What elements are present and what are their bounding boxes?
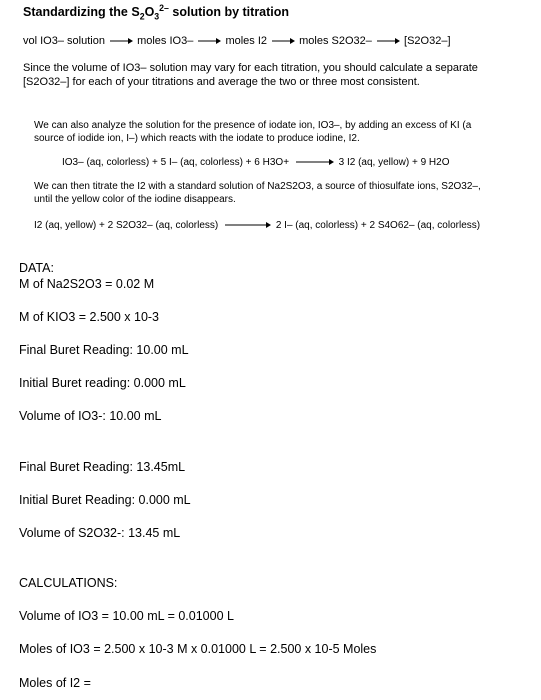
data-final-buret-2: Final Buret Reading: 13.45mL [19,460,186,474]
title-text-mid: O [144,5,155,19]
flow-step: [S2O32–] [404,35,451,47]
title-superscript: 2– [159,2,169,13]
data-volume-io3: Volume of IO3-: 10.00 mL [19,409,162,423]
equation-2 [34,220,480,231]
calculations-heading: CALCULATIONS: [19,576,118,590]
title-text-suffix: solution by titration [168,5,290,19]
equation-2-reactants: I2 (aq, yellow) + 2 S2O32– (aq, colorless) [34,220,219,231]
data-initial-buret-2: Initial Buret Reading: 0.000 mL [19,493,191,507]
data-m-na2s2o3: M of Na2S2O3 = 0.02 M [19,277,155,291]
data-m-kio3: M of KIO3 = 2.500 x 10-3 [19,310,160,324]
box-paragraph-2-line-1: We can then titrate the I2 with a standard solution of Na2S2O3, a source of thiosulfate ions, S2O32–, [34,181,481,192]
equation-1-reactants: IO3– (aq, colorless) + 5 I– (aq, colorless) + 6 H3O+ [62,157,290,168]
page-title [23,2,290,22]
equation-2-products: 2 I– (aq, colorless) + 2 S4O62– (aq, colorless) [275,220,481,231]
note-line-1: Since the volume of IO3– solution may vary for each titration, you should calculate a separate [23,62,478,74]
box-paragraph-1-line-1: We can also analyze the solution for the presence of iodate ion, IO3–, by adding an excess of KI (a [34,120,472,131]
data-final-buret-1: Final Buret Reading: 10.00 mL [19,343,189,357]
calc-volume-io3: Volume of IO3 = 10.00 mL = 0.01000 L [19,609,234,623]
flow-step: vol IO3– solution [23,35,105,47]
data-volume-s2o3: Volume of S2O32-: 13.45 mL [19,526,181,540]
conversion-flow [23,35,451,47]
title-subscript: 2 [139,11,145,22]
calc-moles-io3: Moles of IO3 = 2.500 x 10-3 M x 0.01000 L = 2.500 x 10-5 Moles [19,642,377,656]
flow-step: moles I2 [225,35,268,47]
arrow-right-icon [375,37,401,45]
data-initial-buret-1: Initial Buret reading: 0.000 mL [19,376,186,390]
equation-1-products: 3 I2 (aq, yellow) + 9 H2O [338,157,450,168]
note-line-2: [S2O32–] for each of your titrations and average the two or three most consistent. [23,76,420,88]
reaction-arrow-icon [221,221,273,229]
title-text: Standardizing the S [23,5,140,19]
arrow-right-icon [108,37,134,45]
arrow-right-icon [270,37,296,45]
reaction-arrow-icon [292,158,336,166]
box-paragraph-1-line-2: source of iodide ion, I–) which reacts with the iodate to produce iodine, I2. [34,133,360,144]
flow-step: moles S2O32– [299,35,372,47]
title-subscript-2: 3 [154,11,160,22]
flow-step: moles IO3– [137,35,194,47]
equation-1 [62,157,450,168]
data-heading: DATA: [19,261,54,275]
calc-moles-i2: Moles of I2 = [19,676,91,690]
box-paragraph-2-line-2: until the yellow color of the iodine disappears. [34,194,236,205]
arrow-right-icon [196,37,222,45]
